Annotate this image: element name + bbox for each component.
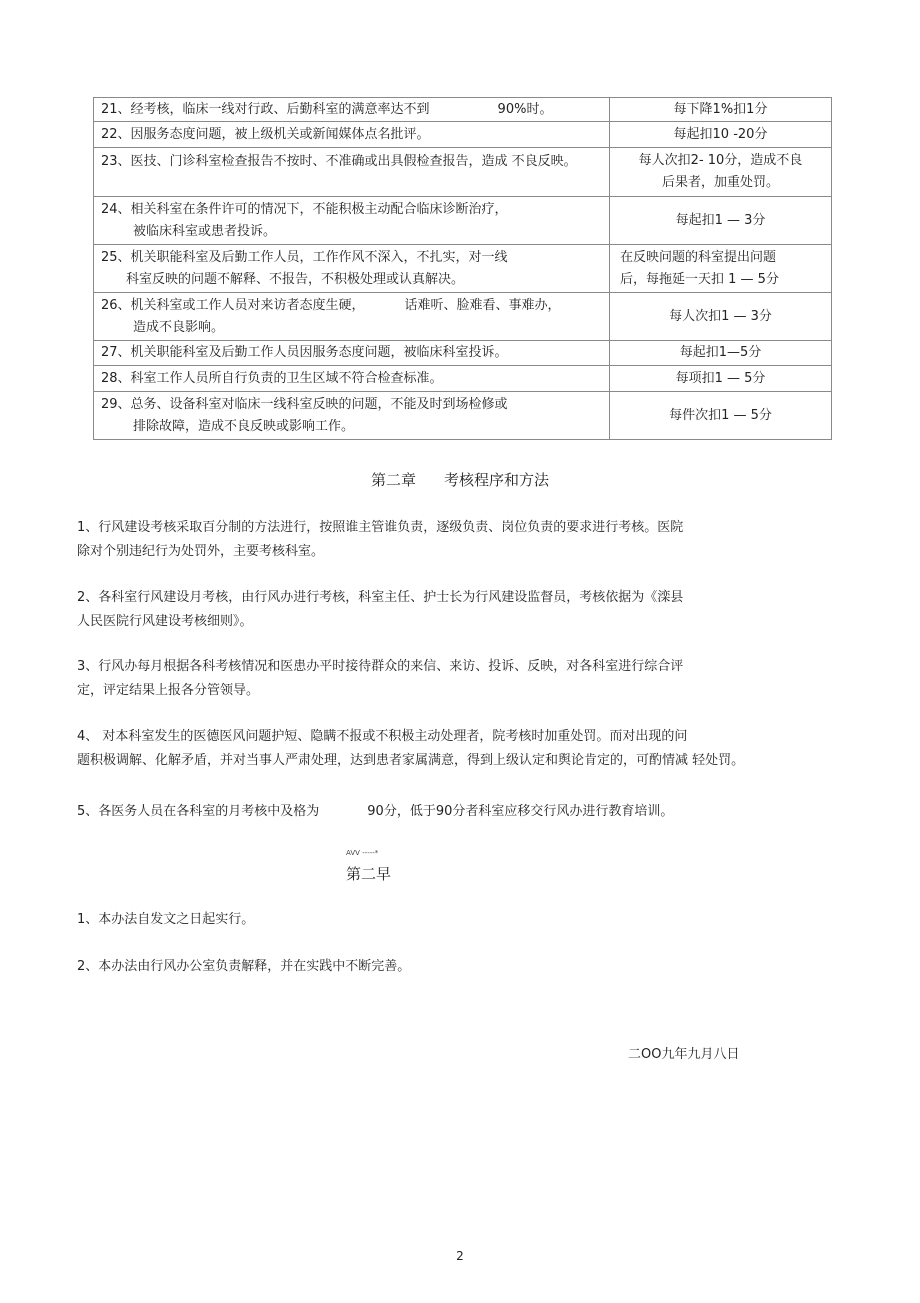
table-row [94, 392, 832, 440]
paragraph-1 [77, 516, 777, 564]
penalty-text: 每起扣1 — 3分 [675, 212, 766, 228]
rule-text: 27、机关职能科室及后勤工作人员因服务态度问题，被临床科室投诉。 [101, 345, 508, 360]
paragraph-line: 4、 对本科室发生的医德医风问题护短、隐瞒不报或不积极主动处理者，院考核时加重处罚。而对出现的问 [77, 729, 688, 744]
rule-text: 25、机关职能科室及后勤工作人员，工作作风不深入，不扎实，对一线 [101, 249, 508, 265]
penalty-cell [610, 197, 832, 245]
table-row [94, 197, 832, 245]
rule-text: 被临床科室或患者投诉。 [133, 223, 277, 239]
rule-item [94, 293, 610, 341]
paragraph-text: 5、各医务人员在各科室的月考核中及格为 [77, 804, 320, 819]
penalty-table [93, 97, 832, 440]
rule-text: 90%时。 [497, 101, 553, 117]
rule-text: 排除故障，造成不良反映或影响工作。 [133, 418, 355, 434]
paragraph-line: 3、行风办每月根据各科考核情况和医患办平时接待群众的来信、来访、投诉、反映，对各科室进行综合评 [77, 659, 684, 674]
rule-item [94, 148, 610, 197]
penalty-text: 在反映问题的科室提出问题 [620, 249, 777, 265]
chapter-label: 第二章 [370, 471, 416, 489]
paragraph-4 [77, 725, 777, 773]
table-row [94, 341, 832, 366]
rule-text: 22、因服务态度问题，被上级机关或新闻媒体点名批评。 [101, 126, 430, 142]
table-row [94, 122, 832, 148]
chapter-two-heading [0, 469, 920, 490]
chapter-three-item-2 [77, 955, 777, 979]
paragraph-text: 90分，低于90分者科室应移交行风办进行教育培训。 [367, 804, 674, 819]
table-row [94, 148, 832, 197]
penalty-cell [610, 293, 832, 341]
penalty-text: 每起扣1—5分 [679, 345, 762, 360]
chapter-three-item-1 [77, 908, 777, 932]
issue-date: 二OO九年九月八日 [628, 1047, 740, 1062]
penalty-cell [610, 392, 832, 440]
rule-item [94, 122, 610, 148]
rule-text: 话难听、脸难看、事难办， [404, 297, 561, 313]
rule-text: 24、相关科室在条件许可的情况下，不能积极主动配合临床诊断治疗， [101, 201, 508, 217]
paragraph-line: 人民医院行风建设考核细则》。 [77, 614, 253, 629]
rule-item [94, 341, 610, 366]
table-row [94, 245, 832, 293]
rule-item [94, 98, 610, 122]
paragraph-5 [77, 800, 777, 824]
rule-item [94, 245, 610, 293]
penalty-text: 每人次扣2- 10分，造成不良 [638, 153, 803, 168]
table-row [94, 98, 832, 122]
paragraph-line: 1、行风建设考核采取百分制的方法进行，按照谁主管谁负责，逐级负责、岗位负责的要求进行考核。医院 [77, 520, 684, 535]
penalty-cell [610, 122, 832, 148]
rule-text: 科室反映的问题不解释、不报告，不积极处理或认真解决。 [126, 271, 465, 287]
chapter-three-heading: 第二早 [346, 865, 392, 883]
paragraph-3 [77, 655, 777, 703]
penalty-text: 每人次扣1 — 3分 [669, 308, 772, 324]
paragraph-line: 1、本办法自发文之日起实行。 [77, 912, 255, 927]
paragraph-line: 2、各科室行风建设月考核，由行风办进行考核，科室主任、护士长为行风建设监督员，考核依据为《滦县 [77, 590, 684, 605]
penalty-cell [610, 245, 832, 293]
table-row [94, 293, 832, 341]
rule-item [94, 366, 610, 392]
penalty-text: 后，每拖延一天扣 1 — 5分 [620, 271, 779, 287]
rule-item [94, 197, 610, 245]
rule-text: 29、总务、设备科室对临床一线科室反映的问题，不能及时到场检修或 [101, 396, 508, 412]
penalty-cell [610, 148, 832, 197]
chapter-title: 考核程序和方法 [444, 471, 550, 489]
rule-text: 26、机关科室或工作人员对来访者态度生硬， [101, 297, 365, 313]
rule-text: 23、医技、门诊科室检查报告不按时、不准确或出具假检查报告，造成 不良反映。 [101, 154, 577, 169]
penalty-text: 每起扣10 -20分 [673, 126, 768, 142]
penalty-text: 每下降1%扣1分 [673, 101, 768, 117]
table-row [94, 366, 832, 392]
rule-text: 21、经考核，临床一线对行政、后勤科室的满意率达不到 [101, 101, 430, 117]
rule-text: 28、科室工作人员所自行负责的卫生区域不符合检查标准。 [101, 370, 443, 386]
paragraph-2 [77, 586, 777, 634]
rule-item [94, 392, 610, 440]
penalty-cell [610, 98, 832, 122]
page-number: 2 [456, 1249, 464, 1263]
paragraph-line: 定，评定结果上报各分管领导。 [77, 683, 260, 698]
ocr-artifact: AVV -----* [346, 849, 379, 857]
paragraph-line: 题积极调解、化解矛盾，并对当事人严肃处理，达到患者家属满意，得到上级认定和舆论肯定的，可酌情减 轻处罚。 [77, 753, 745, 768]
paragraph-line: 除对个别违纪行为处罚外，主要考核科室。 [77, 544, 325, 559]
penalty-cell [610, 341, 832, 366]
penalty-cell [610, 366, 832, 392]
paragraph-line: 2、本办法由行风办公室负责解释，并在实践中不断完善。 [77, 959, 411, 974]
rule-text: 造成不良影响。 [133, 319, 225, 335]
penalty-text: 每项扣1 — 5分 [675, 370, 766, 386]
penalty-text: 后果者，加重处罚。 [661, 175, 779, 190]
penalty-text: 每件次扣1 — 5分 [669, 407, 772, 423]
